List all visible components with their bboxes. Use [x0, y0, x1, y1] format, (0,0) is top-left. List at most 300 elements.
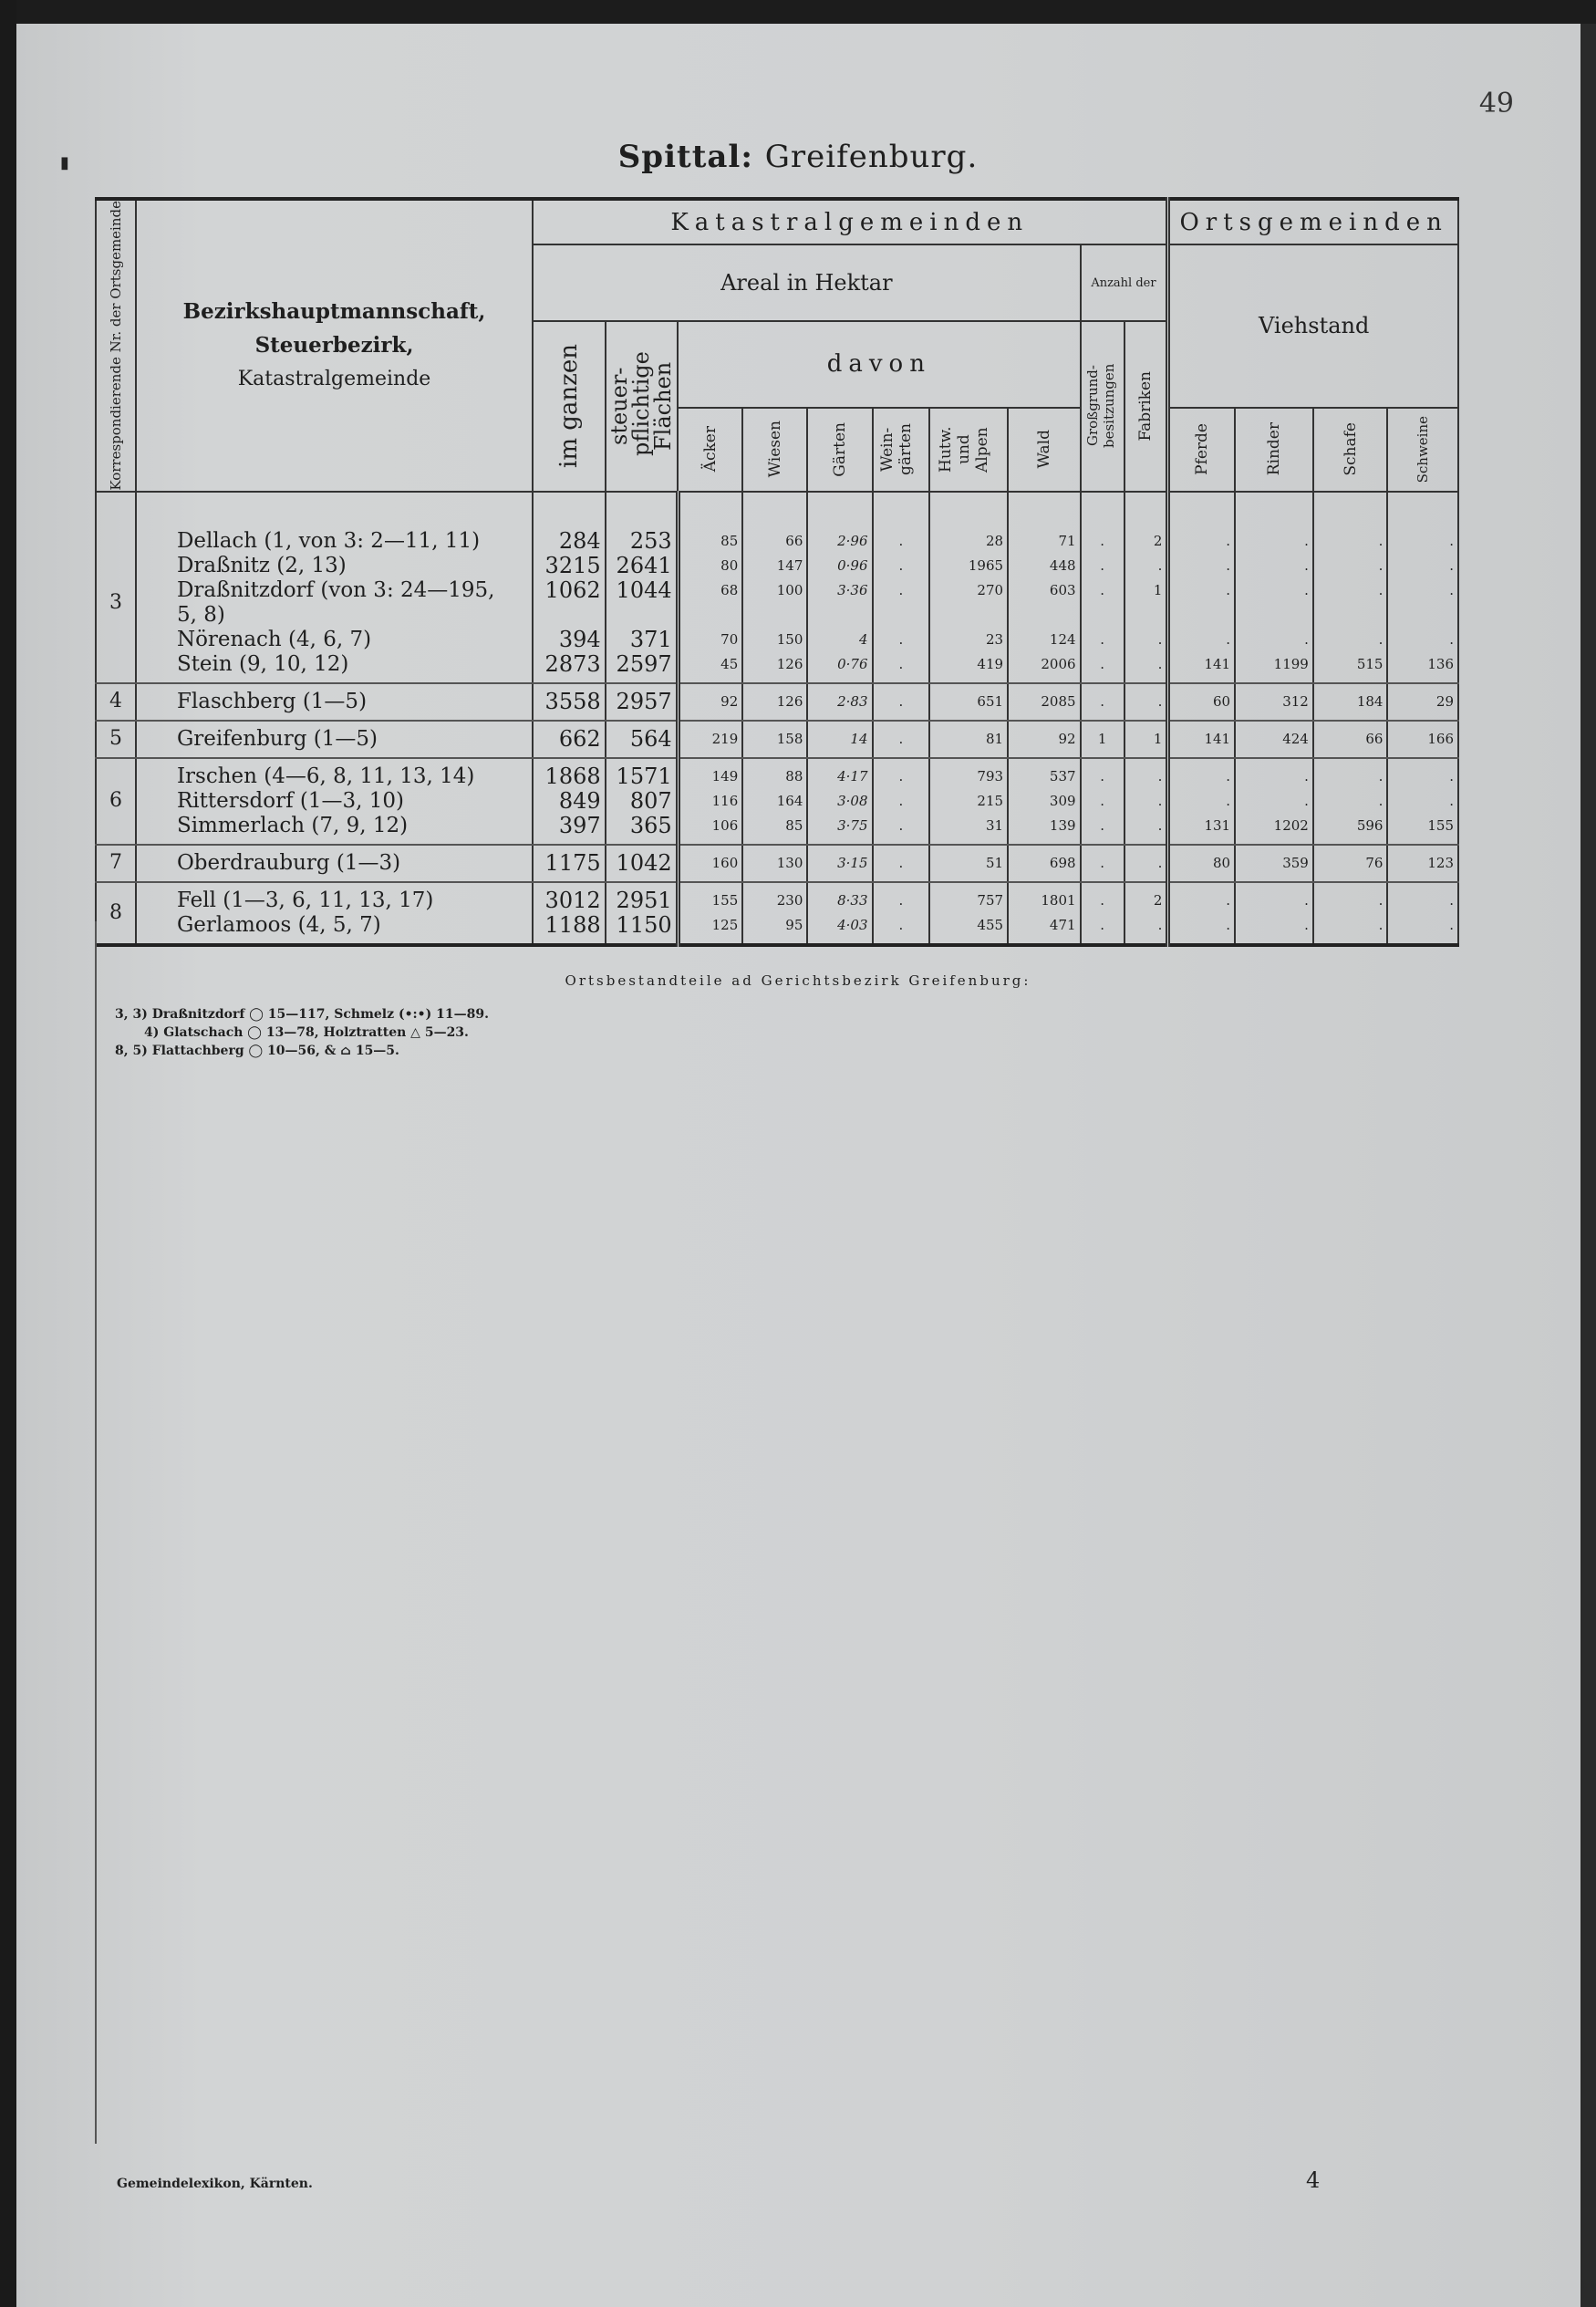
cell-value: 394 [558, 626, 601, 652]
cell-value: . [1378, 630, 1384, 648]
katastral-name: 5, 8) [176, 602, 225, 627]
cell-value: . [1449, 581, 1454, 598]
cell-value: . [1100, 556, 1104, 574]
row-names [136, 882, 533, 945]
cell-value: 141 [1204, 655, 1231, 672]
cell-value: 2 [1153, 891, 1163, 909]
cell-value: 160 [711, 854, 739, 871]
table-row [96, 683, 1458, 721]
cell-value: 1202 [1273, 816, 1309, 834]
cell-value: 284 [558, 527, 601, 554]
cell-value: . [1157, 916, 1163, 933]
cell-value: . [1226, 581, 1231, 598]
fabriken-header: Fabriken [1124, 321, 1168, 491]
cell-value: 1 [1153, 581, 1163, 598]
cell-schweine [1387, 683, 1458, 721]
name-header: Bezirkshauptmannschaft, Steuerbezirk, Katastralgemeinde [136, 199, 533, 492]
cell-gaerten [807, 845, 872, 882]
row-names [136, 683, 533, 721]
cell-schafe [1313, 758, 1388, 845]
cell-gross [1081, 882, 1124, 945]
cell-value: . [1100, 916, 1104, 933]
cell-value: 100 [776, 581, 803, 598]
cell-value [1009, 603, 1076, 628]
cell-fabr [1124, 492, 1168, 683]
cell-fabr [1124, 721, 1168, 758]
cell-value: 124 [1049, 630, 1076, 648]
cell-value: 2·96 [837, 532, 868, 549]
cell-value: 515 [1356, 655, 1384, 672]
cell-value: . [1304, 532, 1309, 549]
cell-pferde [1168, 882, 1235, 945]
acker-header: Äcker [678, 408, 742, 492]
cell-value: . [1304, 630, 1309, 648]
cell-value: 136 [1427, 655, 1454, 672]
cell-schafe [1313, 683, 1388, 721]
cell-steuer [606, 882, 679, 945]
cell-value: 3·15 [837, 854, 868, 871]
cell-value: . [898, 630, 904, 648]
cell-value: . [898, 792, 904, 809]
cell-value: 1042 [616, 849, 672, 876]
cell-value [874, 603, 929, 628]
cell-value: . [1100, 854, 1104, 871]
cell-value: 2873 [544, 650, 601, 677]
cell-value: . [1304, 767, 1309, 785]
scan-spine [0, 0, 16, 2307]
viehstand-header: Viehstand [1168, 244, 1458, 408]
cell-value [1082, 603, 1124, 628]
table-body [96, 492, 1458, 945]
cell-value: 371 [629, 626, 672, 652]
cell-value [1236, 603, 1309, 628]
ortsgemeinden-header: Ortsgemeinden [1168, 199, 1458, 244]
cell-value: . [898, 532, 904, 549]
cell-value: 3·36 [837, 581, 868, 598]
cell-value: 51 [985, 854, 1004, 871]
cell-value: . [1100, 816, 1104, 834]
cell-im_ganzen [533, 758, 606, 845]
im-ganzen-header: im ganzen [533, 321, 606, 491]
cell-value: . [898, 730, 904, 747]
cell-value: . [1378, 891, 1384, 909]
cell-wald [1008, 882, 1081, 945]
cell-hutw [929, 683, 1008, 721]
cell-value: . [1226, 916, 1231, 933]
cell-value: . [1226, 556, 1231, 574]
cell-value: 184 [1356, 692, 1384, 710]
anzahl-header: Anzahl der [1081, 244, 1168, 321]
katastral-name: Draßnitz (2, 13) [176, 553, 347, 577]
cell-pferde [1168, 845, 1235, 882]
cell-value: 2641 [616, 552, 672, 578]
cell-value: 31 [985, 816, 1004, 834]
margin-rule [95, 921, 97, 2144]
cell-value: 309 [1049, 792, 1076, 809]
cell-value: . [1378, 581, 1384, 598]
cell-value: . [1157, 692, 1163, 710]
cell-wiesen [742, 845, 807, 882]
cell-wein [873, 492, 930, 683]
cell-fabr [1124, 882, 1168, 945]
cell-acker [678, 721, 742, 758]
cell-value: 1199 [1273, 655, 1309, 672]
katastral-name: Stein (9, 10, 12) [176, 651, 349, 676]
cell-value: 455 [977, 916, 1004, 933]
cell-value: 698 [1049, 854, 1076, 871]
cell-value: . [1157, 556, 1163, 574]
cell-wiesen [742, 683, 807, 721]
cell-hutw [929, 845, 1008, 882]
cell-value: . [898, 581, 904, 598]
cell-value: . [1304, 916, 1309, 933]
cell-value: . [1226, 630, 1231, 648]
cell-value: 397 [558, 812, 601, 838]
row-nr: 3 [96, 492, 136, 683]
cell-value: 2·83 [837, 692, 868, 710]
cell-schweine [1387, 492, 1458, 683]
cell-value: . [1157, 816, 1163, 834]
cell-value: 3·08 [837, 792, 868, 809]
cell-fabr [1124, 758, 1168, 845]
cell-value: . [1226, 792, 1231, 809]
cell-value: 1868 [544, 763, 601, 789]
cell-value: 564 [629, 725, 672, 752]
cell-value: 164 [776, 792, 803, 809]
cell-gross [1081, 721, 1124, 758]
cell-value: 1571 [616, 763, 672, 789]
cell-schafe [1313, 492, 1388, 683]
cell-schweine [1387, 845, 1458, 882]
cell-value: 166 [1427, 730, 1454, 747]
cell-gross [1081, 845, 1124, 882]
davon-header: davon [678, 321, 1080, 407]
cell-value: . [1100, 630, 1104, 648]
cell-acker [678, 492, 742, 683]
cell-value: 2085 [1041, 692, 1076, 710]
cell-value: 849 [558, 787, 601, 814]
cell-value: 596 [1356, 816, 1384, 834]
cell-value [534, 603, 601, 628]
cell-value: . [1449, 630, 1454, 648]
cell-value: 0·96 [837, 556, 868, 574]
cell-steuer [606, 758, 679, 845]
cell-value: 537 [1049, 767, 1076, 785]
footnote-line: 4) Glatschach ◯ 13—78, Holztratten △ 5—23. [144, 1025, 469, 1040]
cell-value: 85 [785, 816, 803, 834]
cell-schafe [1313, 882, 1388, 945]
cell-value: 270 [977, 581, 1004, 598]
cell-value [1125, 603, 1163, 628]
cell-rinder [1235, 845, 1313, 882]
cell-value: 2957 [616, 688, 672, 714]
cell-value: . [1100, 532, 1104, 549]
cell-value: . [1378, 916, 1384, 933]
cell-value: 662 [558, 725, 601, 752]
cell-value: . [898, 916, 904, 933]
cell-value: 66 [1365, 730, 1384, 747]
cell-gaerten [807, 492, 872, 683]
cell-value: 92 [1058, 730, 1076, 747]
cell-value: 80 [720, 556, 739, 574]
cell-fabr [1124, 683, 1168, 721]
cell-value: 4·17 [837, 767, 868, 785]
cell-value: . [1449, 891, 1454, 909]
cell-value: 131 [1204, 816, 1231, 834]
cell-value: 130 [776, 854, 803, 871]
footnote-line: 3, 3) Draßnitzdorf ◯ 15—117, Schmelz (•:•) 11—89. [115, 1007, 489, 1022]
cell-steuer [606, 492, 679, 683]
cell-value: 141 [1204, 730, 1231, 747]
cell-schweine [1387, 882, 1458, 945]
table-row [96, 721, 1458, 758]
cell-value: . [1304, 556, 1309, 574]
katastral-name: Dellach (1, von 3: 2—11, 11) [176, 528, 481, 553]
cell-value: 155 [711, 891, 739, 909]
cell-value: . [898, 767, 904, 785]
cell-value [1170, 603, 1230, 628]
cell-schweine [1387, 758, 1458, 845]
cell-value: . [1449, 556, 1454, 574]
cell-value: 147 [776, 556, 803, 574]
cell-pferde [1168, 758, 1235, 845]
pferde-header: Pferde [1168, 408, 1235, 492]
cell-value: 807 [629, 787, 672, 814]
footnotes [115, 1005, 489, 1060]
cell-value: 365 [629, 812, 672, 838]
steuer-header: steuer-pflichtige Flächen [606, 321, 679, 491]
cell-value: 2951 [616, 887, 672, 913]
cell-value: . [898, 692, 904, 710]
cell-value: . [898, 891, 904, 909]
cell-rinder [1235, 882, 1313, 945]
footnote-line: 8, 5) Flattachberg ◯ 10—56, & ⌂ 15—5. [115, 1044, 399, 1058]
cell-value: 126 [776, 655, 803, 672]
cell-value: . [1226, 532, 1231, 549]
katastral-name: Fell (1—3, 6, 11, 13, 17) [176, 888, 434, 912]
cell-value: 4 [858, 630, 868, 648]
cell-value: 253 [629, 527, 672, 554]
cell-fabr [1124, 845, 1168, 882]
cell-value: 1965 [968, 556, 1004, 574]
cell-value [1388, 603, 1454, 628]
cell-value: . [1449, 532, 1454, 549]
cell-value: 150 [776, 630, 803, 648]
cell-im_ganzen [533, 882, 606, 945]
cell-wald [1008, 721, 1081, 758]
cell-value: 471 [1049, 916, 1076, 933]
cell-wein [873, 845, 930, 882]
cell-value: 219 [711, 730, 739, 747]
cell-value: . [1100, 792, 1104, 809]
cell-value: 651 [977, 692, 1004, 710]
cell-value: . [1100, 692, 1104, 710]
cell-value: 448 [1049, 556, 1076, 574]
cell-value: 85 [720, 532, 739, 549]
katastral-name: Rittersdorf (1—3, 10) [176, 788, 404, 813]
cell-value: 424 [1282, 730, 1309, 747]
cell-value: . [1449, 767, 1454, 785]
weingaerten-header: Wein-gärten [873, 408, 930, 492]
footer-sheet-number: 4 [1306, 2167, 1321, 2193]
schafe-header: Schafe [1313, 408, 1388, 492]
katastral-name: Gerlamoos (4, 5, 7) [176, 912, 381, 937]
row-names [136, 492, 533, 683]
cell-value: 3·75 [837, 816, 868, 834]
cell-value: 0·76 [837, 655, 868, 672]
cell-wiesen [742, 721, 807, 758]
cell-value: 230 [776, 891, 803, 909]
cell-steuer [606, 721, 679, 758]
cell-value: 126 [776, 692, 803, 710]
cell-value: 28 [985, 532, 1004, 549]
cell-value: 95 [785, 916, 803, 933]
row-nr: 5 [96, 721, 136, 758]
cell-value: . [1378, 792, 1384, 809]
cell-value [930, 603, 1003, 628]
page-number: 49 [1478, 88, 1514, 120]
row-names [136, 721, 533, 758]
table-row [96, 492, 1458, 683]
cell-acker [678, 882, 742, 945]
statistics-table [95, 197, 1459, 947]
cell-rinder [1235, 683, 1313, 721]
cell-value: 106 [711, 816, 739, 834]
cell-value: . [1157, 630, 1163, 648]
cell-value: 123 [1427, 854, 1454, 871]
cell-value: . [1157, 767, 1163, 785]
cell-value: . [1378, 556, 1384, 574]
katastral-name: Greifenburg (1—5) [176, 726, 378, 751]
cell-value: 757 [977, 891, 1004, 909]
cell-wein [873, 882, 930, 945]
cell-value: 158 [776, 730, 803, 747]
cell-value: . [1304, 581, 1309, 598]
cell-value: 66 [785, 532, 803, 549]
katastral-name: Draßnitzdorf (von 3: 24—195, [176, 577, 495, 602]
cell-value [680, 603, 739, 628]
cell-hutw [929, 758, 1008, 845]
katastral-name: Simmerlach (7, 9, 12) [176, 813, 409, 837]
cell-value: . [898, 816, 904, 834]
cell-rinder [1235, 758, 1313, 845]
row-names [136, 758, 533, 845]
cell-value: 8·33 [837, 891, 868, 909]
cell-value: . [1449, 792, 1454, 809]
cell-value: 1 [1153, 730, 1163, 747]
cell-value: 1 [1097, 730, 1107, 747]
cell-value: 139 [1049, 816, 1076, 834]
table-row [96, 758, 1458, 845]
cell-pferde [1168, 683, 1235, 721]
cell-value: . [898, 556, 904, 574]
cell-value: 1044 [616, 577, 672, 603]
cell-schweine [1387, 721, 1458, 758]
cell-value: 76 [1365, 854, 1384, 871]
title-court: Greifenburg. [764, 139, 979, 175]
cell-wein [873, 758, 930, 845]
rinder-header: Rinder [1235, 408, 1313, 492]
cell-value: 793 [977, 767, 1004, 785]
row-nr: 6 [96, 758, 136, 845]
cell-acker [678, 758, 742, 845]
cell-gross [1081, 492, 1124, 683]
cell-value: 88 [785, 767, 803, 785]
cell-acker [678, 845, 742, 882]
cell-value: 45 [720, 655, 739, 672]
cell-value: 70 [720, 630, 739, 648]
cell-hutw [929, 882, 1008, 945]
cell-value: 1188 [544, 911, 601, 938]
cell-value: . [1100, 891, 1104, 909]
gaerten-header: Gärten [807, 408, 872, 492]
footnote-heading: Ortsbestandteile ad Gerichtsbezirk Greifenburg: [565, 972, 1031, 989]
row-names [136, 845, 533, 882]
cell-gaerten [807, 882, 872, 945]
cell-value: 125 [711, 916, 739, 933]
cell-value: 92 [720, 692, 739, 710]
schweine-header: Schweine [1387, 408, 1458, 492]
cell-value: 1062 [544, 577, 601, 603]
cell-gross [1081, 758, 1124, 845]
cell-wald [1008, 492, 1081, 683]
wald-header: Wald [1008, 408, 1081, 492]
title-district: Spittal: [617, 139, 753, 175]
scan-top-border [0, 0, 1596, 24]
wiesen-header: Wiesen [742, 408, 807, 492]
hutw-header: Hutw. und Alpen [929, 408, 1008, 492]
cell-gaerten [807, 721, 872, 758]
cell-steuer [606, 845, 679, 882]
cell-wiesen [742, 492, 807, 683]
areal-header: Areal in Hektar [533, 244, 1080, 321]
cell-value: 2006 [1041, 655, 1076, 672]
cell-wiesen [742, 758, 807, 845]
katastral-name: Oberdrauburg (1—3) [176, 850, 401, 875]
cell-im_ganzen [533, 845, 606, 882]
row-nr: 4 [96, 683, 136, 721]
katastral-header: Katastralgemeinden [533, 199, 1168, 244]
cell-value: 215 [977, 792, 1004, 809]
cell-value: 149 [711, 767, 739, 785]
cell-value: . [1157, 655, 1163, 672]
cell-value: 80 [1212, 854, 1231, 871]
cell-value: 3012 [544, 887, 601, 913]
cell-value: 312 [1282, 692, 1309, 710]
cell-value: . [1449, 916, 1454, 933]
cell-wald [1008, 845, 1081, 882]
cell-acker [678, 683, 742, 721]
cell-wald [1008, 683, 1081, 721]
cell-value: 14 [850, 730, 868, 747]
cell-gaerten [807, 683, 872, 721]
margin-mark: ▮ [60, 153, 69, 172]
cell-value: . [1304, 891, 1309, 909]
page-title [0, 139, 1596, 175]
cell-value: . [1378, 767, 1384, 785]
cell-value: . [898, 655, 904, 672]
cell-value: 603 [1049, 581, 1076, 598]
cell-hutw [929, 492, 1008, 683]
cell-value: 2597 [616, 650, 672, 677]
row-nr: 8 [96, 882, 136, 945]
cell-pferde [1168, 721, 1235, 758]
cell-rinder [1235, 492, 1313, 683]
cell-rinder [1235, 721, 1313, 758]
cell-value [606, 603, 672, 628]
cell-schafe [1313, 721, 1388, 758]
cell-value: . [1226, 891, 1231, 909]
